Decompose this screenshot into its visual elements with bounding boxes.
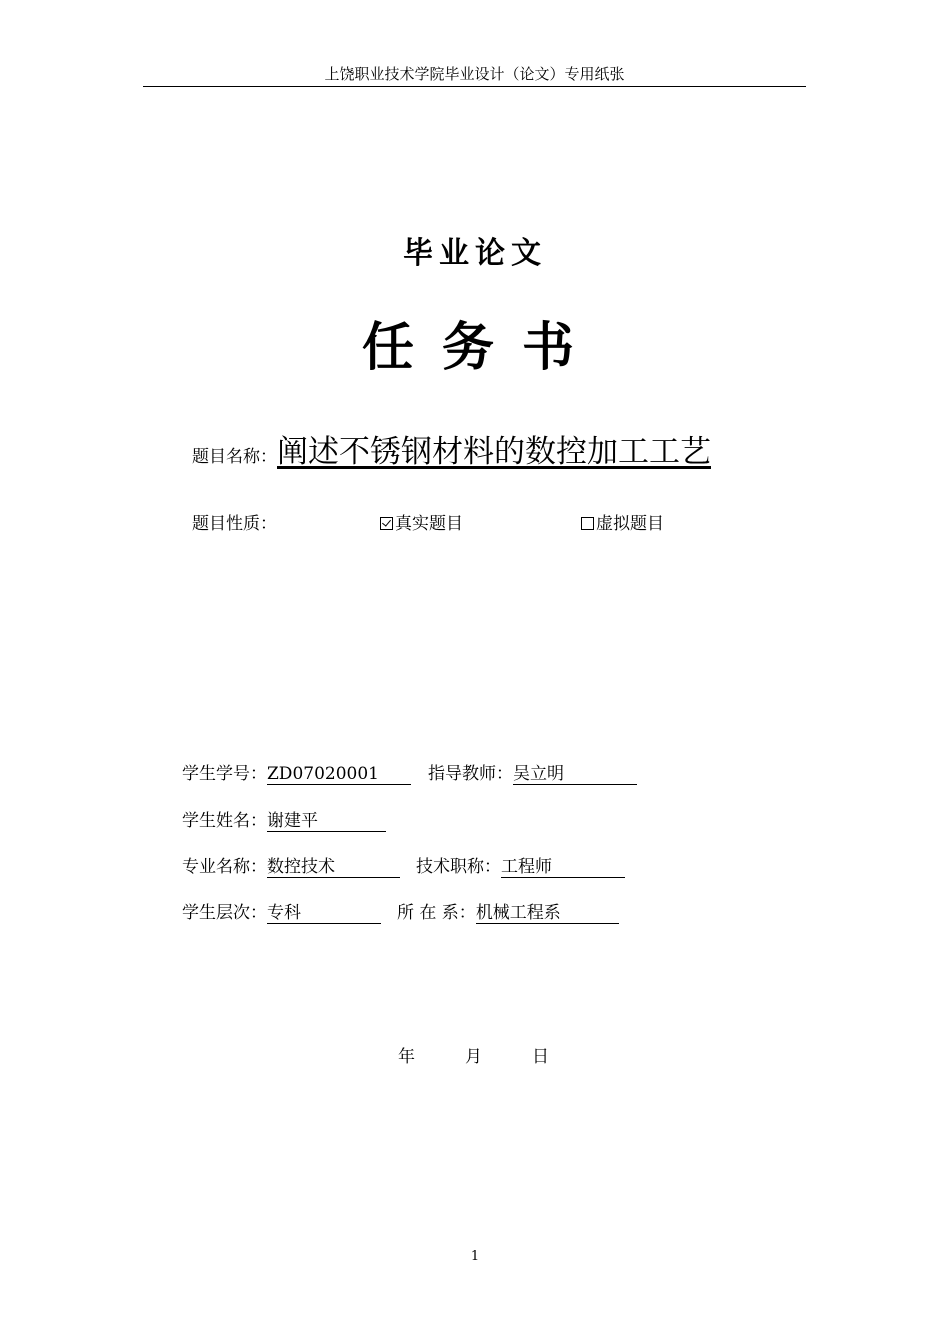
date-row: [398, 1042, 549, 1067]
date-year: 年: [398, 1047, 415, 1067]
topic-nature-row: [192, 509, 752, 534]
student-id-row: [182, 759, 637, 785]
nature-option-real[interactable]: [380, 509, 463, 534]
date-month: 月: [465, 1047, 482, 1067]
page-header: [143, 64, 806, 87]
student-name-row: [182, 806, 386, 832]
topic-value: 阐述不锈钢材料的数控加工工艺: [277, 434, 711, 470]
level-label: 学生层次：: [182, 903, 267, 923]
major-label: 专业名称：: [182, 857, 267, 877]
nature-option-real-label: 真实题目: [395, 514, 463, 534]
department-value: 机械工程系: [476, 904, 619, 924]
empty-checkbox-icon[interactable]: [581, 517, 594, 530]
document-title: 任务书: [361, 318, 602, 378]
department-label: 所 在 系：: [397, 903, 476, 923]
nature-option-virtual-label: 虚拟题目: [596, 514, 664, 534]
topic-nature-label: 题目性质：: [192, 514, 277, 534]
major-row: [182, 852, 625, 878]
student-id-label: 学生学号：: [182, 764, 267, 784]
advisor-value: 吴立明: [513, 765, 637, 785]
title-rank-label: 技术职称：: [416, 857, 501, 877]
major-value: 数控技术: [267, 858, 400, 878]
level-value: 专科: [267, 904, 381, 924]
date-day: 日: [532, 1047, 549, 1067]
document-type-heading: 毕业论文: [403, 236, 547, 271]
header-text: 上饶职业技术学院毕业设计（论文）专用纸张: [324, 65, 625, 83]
level-row: [182, 898, 619, 924]
title-rank-value: 工程师: [501, 858, 625, 878]
student-name-value: 谢建平: [267, 812, 386, 832]
topic-label: 题目名称：: [192, 447, 277, 467]
page-number: 1: [470, 1249, 480, 1264]
topic-row: [192, 426, 711, 471]
student-name-label: 学生姓名：: [182, 811, 267, 831]
checked-checkbox-icon[interactable]: [380, 517, 393, 530]
nature-option-virtual[interactable]: [581, 509, 664, 534]
student-id-value: ZD07020001: [267, 765, 411, 785]
advisor-label: 指导教师：: [428, 764, 513, 784]
